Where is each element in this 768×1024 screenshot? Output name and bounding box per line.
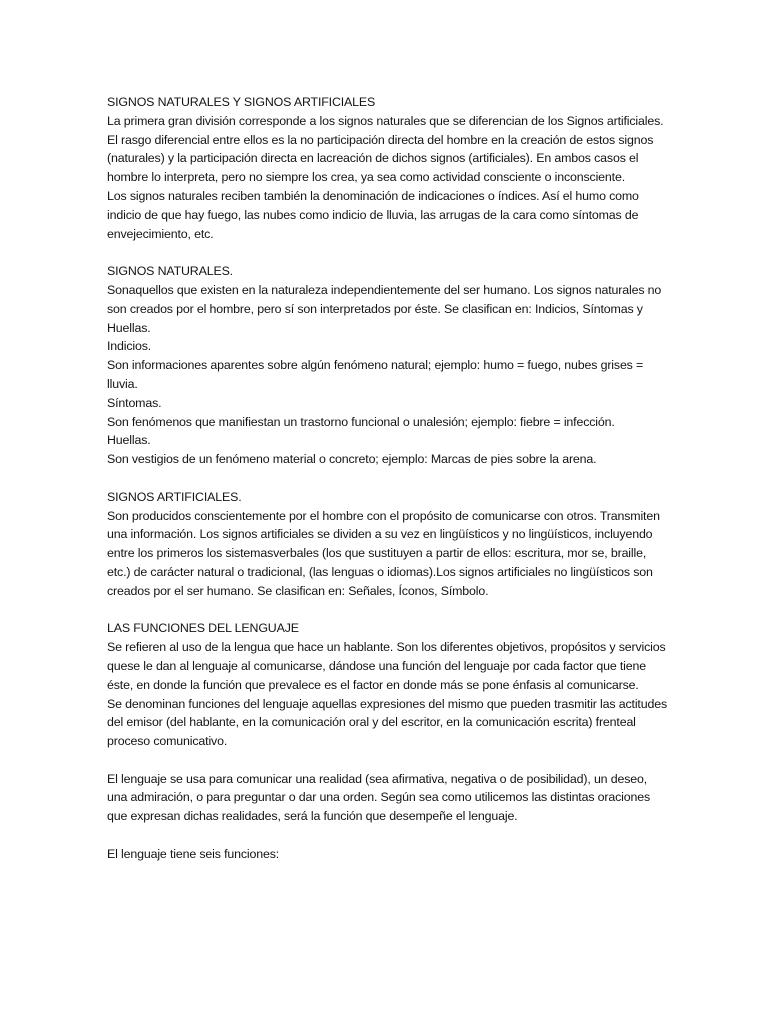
- heading-signos-naturales: SIGNOS NATURALES.: [107, 264, 233, 279]
- paragraph-denominacion-funciones: Se denominan funciones del lenguaje aquellas expresiones del mismo que pueden trasmitir las actitudes del emisor (del hablante, en la comunicación oral y del escritor, en la comunicación escrita) frenteal proceso comunicativo.: [107, 696, 667, 749]
- spacer: [107, 751, 667, 770]
- paragraph-huellas: Son vestigios de un fenómeno material o concreto; ejemplo: Marcas de pies sobre la arena.: [107, 452, 597, 467]
- heading-signos-artificiales: SIGNOS ARTIFICIALES.: [107, 489, 242, 504]
- spacer: [107, 601, 667, 620]
- spacer: [107, 469, 667, 488]
- document-page: [107, 93, 667, 864]
- paragraph-indicios: Son informaciones aparentes sobre algún fenómeno natural; ejemplo: humo = fuego, nubes grises = lluvia.: [107, 358, 644, 391]
- paragraph-uso-del-lenguaje: El lenguaje se usa para comunicar una realidad (sea afirmativa, negativa o de posibilidad), un deseo, una admiración, o para preguntar o dar una orden. Según sea como utilicemos las distintas oraciones que expresan dichas realidades, será la función que desempeñe el lenguaje.: [107, 771, 651, 824]
- subheading-sintomas: Síntomas.: [107, 395, 162, 410]
- paragraph-sintomas: Son fenómenos que manifiestan un trastorno funcional o unalesión; ejemplo: fiebre = infección.: [107, 414, 615, 429]
- paragraph-primera-division: La primera gran división corresponde a los signos naturales que se diferencian de los Signos artificiales. El rasgo diferencial entre ellos es la no participación directa del hombre en la creación de estos signos (naturales) y la participación directa en lacreación de dichos signos (artificiales). En ambos casos el hombre lo interpreta, pero no siempre los crea, ya sea como actividad consciente o inconsciente.: [107, 113, 664, 185]
- paragraph-signos-naturales: Sonaquellos que existen en la naturaleza independientemente del ser humano. Los signos naturales no son creados por el hombre, pero sí son interpretados por éste. Se clasifican en: Indicios, Síntomas y Huellas.: [107, 282, 662, 335]
- spacer: [107, 243, 667, 262]
- paragraph-signos-artificiales: Son producidos conscientemente por el hombre con el propósito de comunicarse con otros. Transmiten una información. Los signos artificiales se dividen a su vez en lingüísticos y no lingüísticos, incluyendo entre los primeros los sistemasverbales (los que sustituyen a partir de ellos: escritura, mor se, braille, etc.) de carácter natural o tradicional, (las lenguas o idiomas).Los signos artificiales no lingüísticos son creados por el ser humano. Se clasifican en: Señales, Íconos, Símbolo.: [107, 508, 660, 598]
- subheading-huellas: Huellas.: [107, 433, 151, 448]
- heading-signos-naturales-y-artificiales: SIGNOS NATURALES Y SIGNOS ARTIFICIALES: [107, 95, 376, 109]
- heading-funciones-del-lenguaje: LAS FUNCIONES DEL LENGUAJE: [107, 621, 299, 636]
- subheading-indicios: Indicios.: [107, 339, 152, 354]
- paragraph-indicaciones-indices: Los signos naturales reciben también la denominación de indicaciones o índices. Así el humo como indicio de que hay fuego, las nubes como indicio de lluvia, las arrugas de la cara como síntomas de envejecimiento, etc.: [107, 188, 639, 241]
- spacer: [107, 826, 667, 845]
- paragraph-uso-de-la-lengua: Se refieren al uso de la lengua que hace un hablante. Son los diferentes objetivos, propósitos y servicios quese le dan al lenguaje al comunicarse, dándose una función del lenguaje por cada factor que tiene éste, en donde la función que prevalece es el factor en donde más se pone énfasis al comunicarse.: [107, 640, 666, 692]
- paragraph-seis-funciones: El lenguaje tiene seis funciones:: [107, 846, 280, 861]
